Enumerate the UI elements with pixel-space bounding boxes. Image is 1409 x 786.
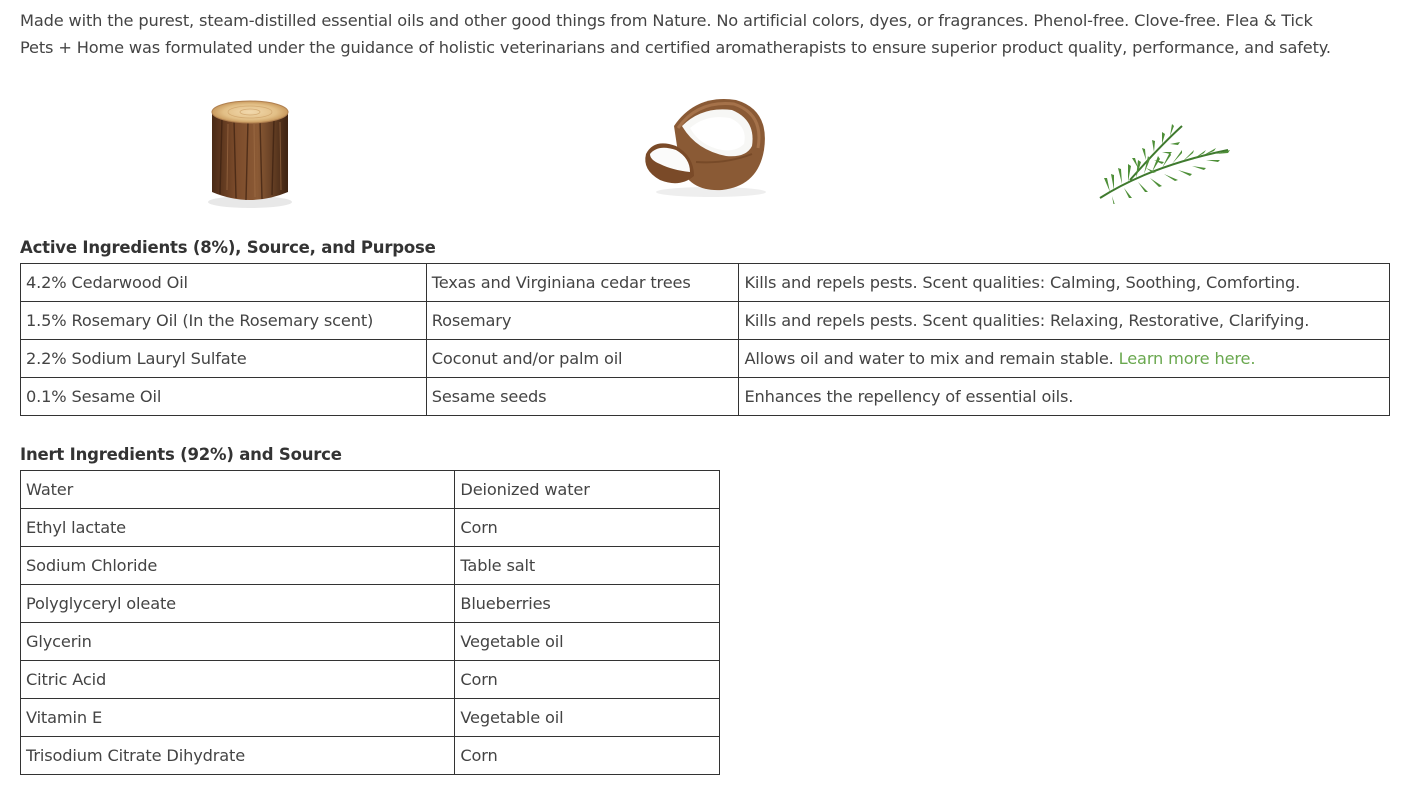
table-row — [21, 378, 1390, 416]
learn-more-link[interactable]: Learn more here. — [1118, 349, 1256, 368]
source-cell: Deionized water — [455, 471, 720, 509]
ingredient-cell: Ethyl lactate — [21, 509, 455, 547]
ingredient-cell: 0.1% Sesame Oil — [21, 378, 427, 416]
source-cell: Vegetable oil — [455, 623, 720, 661]
purpose-cell: Enhances the repellency of essential oils. — [739, 378, 1390, 416]
source-cell: Table salt — [455, 547, 720, 585]
ingredient-cell: 4.2% Cedarwood Oil — [21, 264, 427, 302]
rosemary-image — [1090, 116, 1235, 204]
ingredient-cell: Trisodium Citrate Dihydrate — [21, 737, 455, 775]
source-cell: Texas and Virginiana cedar trees — [426, 264, 739, 302]
ingredient-cell: 2.2% Sodium Lauryl Sulfate — [21, 340, 427, 378]
table-row — [21, 302, 1390, 340]
ingredient-cell: Sodium Chloride — [21, 547, 455, 585]
purpose-cell — [739, 340, 1390, 378]
inert-ingredients-title: Inert Ingredients (92%) and Source — [20, 445, 342, 464]
source-cell: Coconut and/or palm oil — [426, 340, 739, 378]
source-cell: Sesame seeds — [426, 378, 739, 416]
intro-line-1: Made with the purest, steam-distilled essential oils and other good things from Nature. No artificial colors, dyes, or fragrances. Phenol-free. Clove-free. Flea & Tick — [20, 11, 1313, 30]
table-row — [21, 737, 720, 775]
source-cell: Vegetable oil — [455, 699, 720, 737]
coconut-image — [636, 92, 776, 200]
table-row — [21, 471, 720, 509]
table-row — [21, 699, 720, 737]
inert-ingredients-table — [20, 470, 720, 775]
ingredient-cell: Glycerin — [21, 623, 455, 661]
ingredient-cell: Water — [21, 471, 455, 509]
purpose-text: Allows oil and water to mix and remain stable. — [744, 349, 1114, 368]
intro-paragraph — [20, 7, 1395, 61]
ingredient-cell: 1.5% Rosemary Oil (In the Rosemary scent) — [21, 302, 427, 340]
ingredient-cell: Citric Acid — [21, 661, 455, 699]
purpose-cell: Kills and repels pests. Scent qualities: Calming, Soothing, Comforting. — [739, 264, 1390, 302]
source-cell: Rosemary — [426, 302, 739, 340]
active-ingredients-title: Active Ingredients (8%), Source, and Purpose — [20, 238, 436, 257]
table-row — [21, 661, 720, 699]
purpose-cell: Kills and repels pests. Scent qualities: Relaxing, Restorative, Clarifying. — [739, 302, 1390, 340]
source-cell: Corn — [455, 661, 720, 699]
table-row — [21, 509, 720, 547]
cedar-stump-image — [200, 94, 300, 212]
intro-line-2: Pets + Home was formulated under the guidance of holistic veterinarians and certified aromatherapists to ensure superior product quality, performance, and safety. — [20, 38, 1331, 57]
source-cell: Corn — [455, 509, 720, 547]
table-row — [21, 547, 720, 585]
ingredient-cell: Vitamin E — [21, 699, 455, 737]
ingredient-cell: Polyglyceryl oleate — [21, 585, 455, 623]
source-cell: Blueberries — [455, 585, 720, 623]
ingredient-images — [0, 88, 1409, 213]
source-cell: Corn — [455, 737, 720, 775]
active-ingredients-table — [20, 263, 1390, 416]
table-row — [21, 585, 720, 623]
table-row — [21, 623, 720, 661]
table-row — [21, 264, 1390, 302]
table-row — [21, 340, 1390, 378]
